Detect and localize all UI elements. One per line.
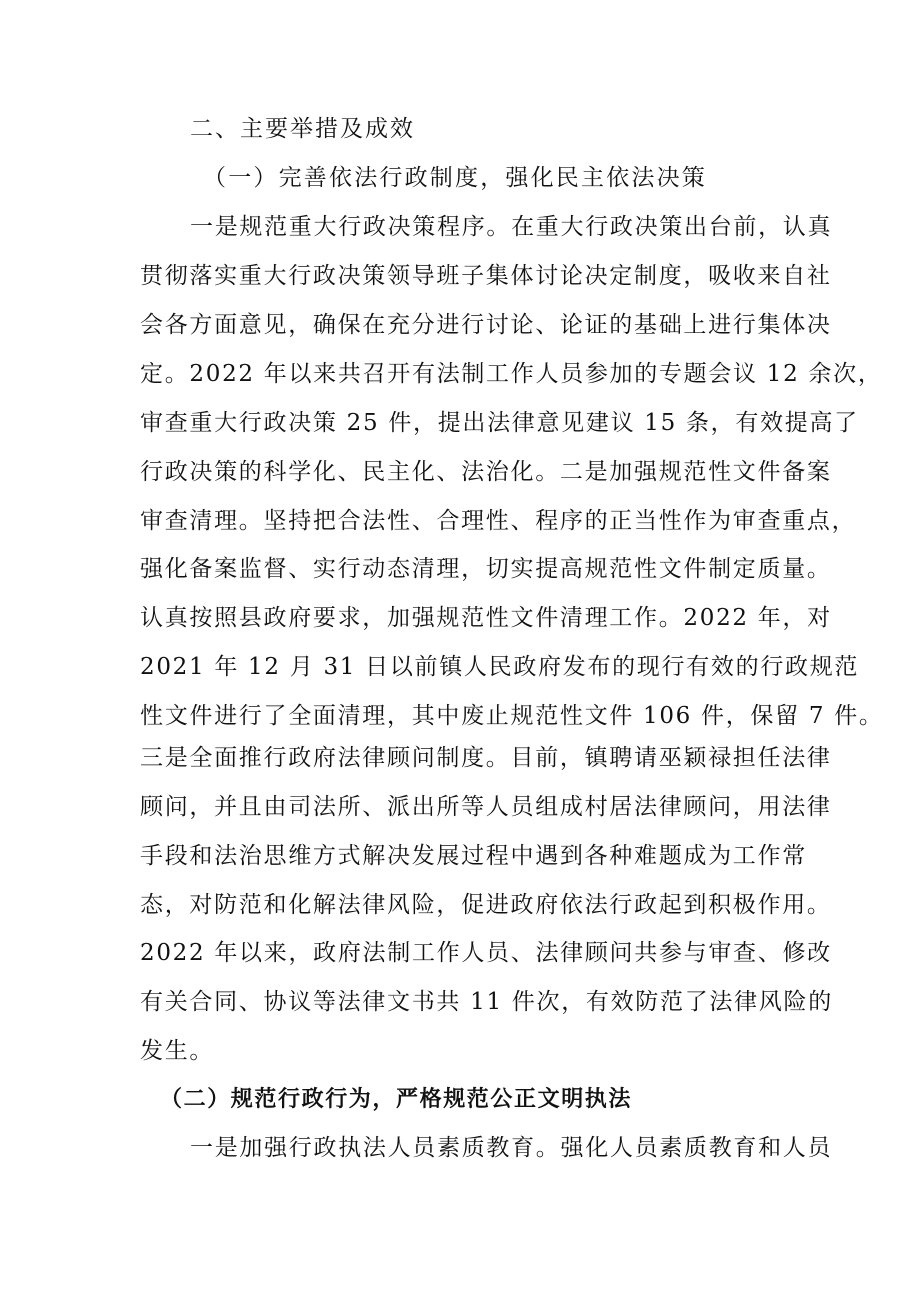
- paragraph-line: 一是规范重大行政决策程序。在重大行政决策出台前，认真: [190, 214, 833, 240]
- paragraph-line: 手段和法治思维方式解决发展过程中遇到各种难题成为工作常: [140, 843, 807, 869]
- subsection-heading-1: （一）完善依法行政制度，强化民主依法决策: [203, 165, 707, 191]
- paragraph-line: 发生。: [140, 1038, 215, 1064]
- paragraph-line: 一是加强行政执法人员素质教育。强化人员素质教育和人员: [190, 1135, 833, 1161]
- paragraph-line: 定。2022 年以来共召开有法制工作人员参加的专题会议 12 余次，: [140, 361, 883, 387]
- paragraph-line: 审查重大行政决策 25 件，提出法律意见建议 15 条，有效提高了: [140, 410, 859, 436]
- section-heading: 二、主要举措及成效: [190, 116, 415, 142]
- paragraph-line: 顾问，并且由司法所、派出所等人员组成村居法律顾问，用法律: [140, 794, 832, 820]
- paragraph-line: 2022 年以来，政府法制工作人员、法律顾问共参与审查、修改: [140, 940, 832, 966]
- paragraph-line: 强化备案监督、实行动态清理，切实提高规范性文件制定质量。: [140, 556, 832, 582]
- paragraph-line: 贯彻落实重大行政决策领导班子集体讨论决定制度，吸收来自社: [140, 263, 832, 289]
- paragraph-line: 三是全面推行政府法律顾问制度。目前，镇聘请巫颖禄担任法律: [140, 745, 832, 771]
- paragraph-line: 性文件进行了全面清理，其中废止规范性文件 106 件，保留 7 件。: [140, 703, 884, 729]
- paragraph-line: 审查清理。坚持把合法性、合理性、程序的正当性作为审查重点，: [140, 508, 857, 534]
- subsection-heading-2: （二）规范行政行为，严格规范公正文明执法: [160, 1087, 633, 1112]
- paragraph-line: 行政决策的科学化、民主化、法治化。二是加强规范性文件备案: [140, 459, 832, 485]
- paragraph-line: 态，对防范和化解法律风险，促进政府依法行政起到积极作用。: [140, 892, 832, 918]
- paragraph-line: 2021 年 12 月 31 日以前镇人民政府发布的现行有效的行政规范: [140, 654, 860, 680]
- paragraph-line: 会各方面意见，确保在充分进行讨论、论证的基础上进行集体决: [140, 312, 832, 338]
- paragraph-line: 认真按照县政府要求，加强规范性文件清理工作。2022 年，对: [140, 605, 832, 631]
- paragraph-line: 有关合同、协议等法律文书共 11 件次，有效防范了法律风险的: [140, 989, 833, 1015]
